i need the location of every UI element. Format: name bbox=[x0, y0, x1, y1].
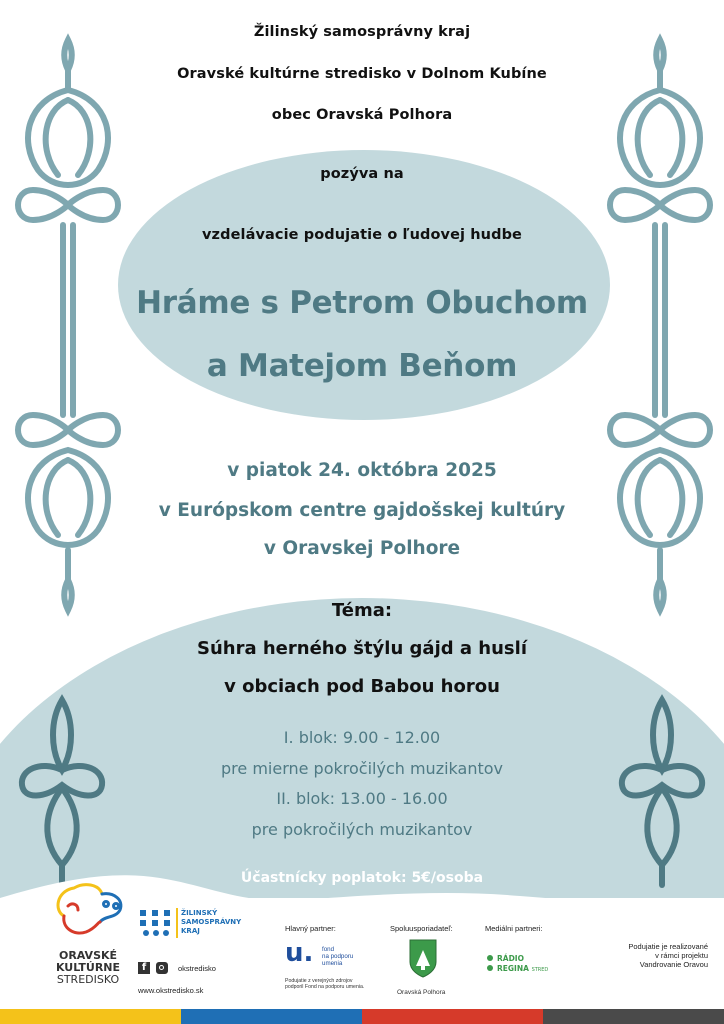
event-type: vzdelávacie podujatie o ľudovej hudbe bbox=[202, 227, 522, 243]
coorganizer-name: Oravská Polhora bbox=[397, 989, 446, 996]
block2-desc: pre pokročilých muzikantov bbox=[251, 820, 473, 839]
organizer-2: Oravské kultúrne stredisko v Dolnom Kubíne bbox=[177, 66, 547, 82]
fpu-name-1: fond bbox=[322, 946, 335, 953]
event-place-line2: v Oravskej Polhore bbox=[263, 538, 461, 559]
invites-text: pozýva na bbox=[320, 166, 404, 182]
main-partner-label: Hlavný partner: bbox=[285, 924, 336, 933]
zsk-name-2: SAMOSPRÁVNY bbox=[181, 918, 242, 926]
zsk-logo-bar bbox=[176, 908, 178, 938]
fpu-name-3: umenia bbox=[322, 960, 343, 967]
regina-dot-icon bbox=[487, 965, 493, 971]
project-note-3: Vandrovanie Oravou bbox=[639, 960, 708, 969]
radio-name-1: RÁDIO bbox=[497, 954, 524, 963]
oks-name-3: STREDISKO bbox=[56, 973, 120, 986]
fpu-note bbox=[285, 978, 364, 990]
block1-desc: pre mierne pokročilých muzikantov bbox=[221, 759, 503, 778]
project-note bbox=[580, 942, 708, 969]
zsk-name-3: KRAJ bbox=[181, 927, 200, 935]
footer bbox=[0, 898, 724, 1010]
oks-name-1: ORAVSKÉ bbox=[58, 949, 118, 962]
oks-logo-text bbox=[48, 950, 128, 986]
theme-line2: v obciach pod Babou horou bbox=[224, 676, 500, 697]
bar-gray bbox=[543, 1009, 724, 1024]
bar-blue bbox=[181, 1009, 362, 1024]
coorganizer-label: Spoluusporiadateľ: bbox=[390, 924, 453, 933]
fpu-logo-icon: u. bbox=[285, 938, 314, 968]
instagram-icon[interactable] bbox=[156, 962, 168, 974]
fpu-note-1: Podujatie z verejných zdrojov bbox=[285, 978, 353, 984]
social-handle[interactable]: okstredisko bbox=[178, 964, 216, 973]
bar-red bbox=[362, 1009, 543, 1024]
radio-regina-logo bbox=[487, 954, 548, 975]
zsk-crest-icon bbox=[138, 908, 174, 938]
instagram-lens bbox=[159, 965, 164, 970]
radio-name-2: REGINA bbox=[497, 964, 529, 973]
oravska-polhora-crest-icon bbox=[408, 938, 438, 978]
block1-time: I. blok: 9.00 - 12.00 bbox=[283, 728, 441, 747]
fpu-note-2: podporil Fond na podporu umenia. bbox=[285, 984, 365, 990]
zsk-logo-text bbox=[181, 909, 241, 936]
participation-fee: Účastnícky poplatok: 5€/osoba bbox=[240, 870, 484, 886]
project-note-2: v rámci projektu bbox=[655, 951, 708, 960]
theme-label: Téma: bbox=[331, 600, 393, 621]
fpu-name-2: na podporu bbox=[322, 953, 354, 960]
zsk-name-1: ŽILINSKÝ bbox=[181, 909, 218, 917]
event-date: v piatok 24. októbra 2025 bbox=[227, 460, 497, 481]
event-title-line1: Hráme s Petrom Obuchom bbox=[136, 285, 588, 321]
theme-line1: Súhra herného štýlu gájd a huslí bbox=[196, 638, 527, 659]
block2-time: II. blok: 13.00 - 16.00 bbox=[276, 789, 448, 808]
oks-logo-icon bbox=[44, 876, 134, 946]
radio-suffix: STRED bbox=[531, 967, 549, 973]
facebook-icon[interactable]: f bbox=[138, 962, 150, 974]
fpu-logo-text bbox=[322, 946, 353, 967]
organizer-3: obec Oravská Polhora bbox=[271, 107, 453, 123]
media-partners-label: Mediálni partneri: bbox=[485, 924, 543, 933]
oks-name-2: KULTÚRNE bbox=[55, 961, 121, 974]
bar-yellow bbox=[0, 1009, 181, 1024]
footer-color-bars bbox=[0, 1009, 724, 1024]
project-note-1: Podujatie je realizované bbox=[628, 942, 708, 951]
event-title-line2: a Matejom Beňom bbox=[206, 348, 518, 384]
radio-dot-icon bbox=[487, 955, 493, 961]
website-link[interactable]: www.okstredisko.sk bbox=[138, 986, 204, 995]
event-place-line1: v Európskom centre gajdošskej kultúry bbox=[158, 500, 566, 521]
organizer-1: Žilinský samosprávny kraj bbox=[253, 24, 471, 40]
